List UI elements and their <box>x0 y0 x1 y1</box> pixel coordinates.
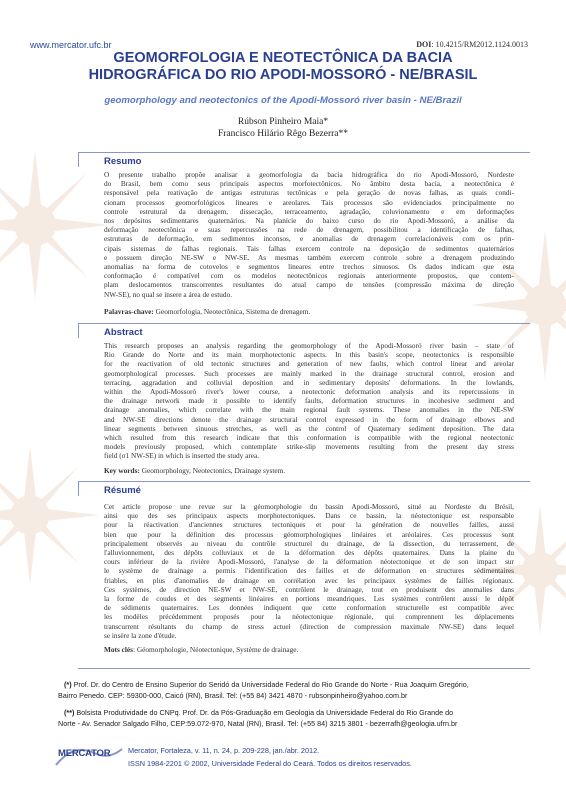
author-1: Rúbson Pinheiro Maia* <box>237 117 329 127</box>
section-corner <box>78 152 79 167</box>
article-subtitle: geomorphology and neotectonics of the Apodi-Mossoró river basin - NE/Brazil <box>104 95 462 106</box>
section-corner <box>78 323 79 338</box>
paragraph-line: This research proposes an analysis regarding the geomorphology of the Apodi-Mossoró river basin – state of <box>104 341 514 350</box>
paragraph-line: le système de drainage a permis l'identification des failles et de déformation en structures sédimentaires <box>104 566 514 576</box>
paragraph-line: pour la réactivation d'anciennes structures tectoniques et pour la génération de nouvelles failles, aussi <box>104 520 514 530</box>
paragraph-line: NW-SE), no qual se insere a área de estudo. <box>104 289 233 299</box>
paragraph-line: l'alluvionnement, des dépôts colluviaux et de la déformation des dépôts quaternaires. Dans la plaine du <box>104 548 514 558</box>
paragraph-line: friables, en plus d'anomalies de drainage en corrélation avec les principaux systèmes de failles régionaux. <box>104 575 514 585</box>
paragraph-line: Rio Grande do Norte and its main morphotectonic aspects. In this basin's scope, neotectonics is responsible <box>104 350 514 360</box>
paragraph-line: for the reactivation of old tectonic structures and generation of new faults, which control linear and areolar <box>104 359 514 369</box>
title-line-1: GEOMORFOLOGIA E NEOTECTÔNICA DA BACIA <box>113 50 453 66</box>
paragraph-line: deformação neotectônica e suas repercussões na rede de drenagem, possibilitou a identificação de falhas, <box>104 225 514 235</box>
paragraph-line: transcurrent résultants du champ de stress actuel (direction de compression maximale NW-SE) dans lequel <box>104 621 514 631</box>
keywords-label: Palavras-chave: <box>104 307 154 316</box>
paragraph-line: field (σ1 NW-SE) in which is inserted the study area. <box>104 451 260 461</box>
paragraph-line: cipais sistemas de falhas regionais. Tais falhas exercem controle na deposição de sedimentos quaternários <box>104 243 514 253</box>
section-corner <box>78 481 79 496</box>
paragraph-line: geomorphological processes. Such processes are mainly marked in the drainage structural control, erosion and <box>104 368 514 378</box>
paragraph-line: plam deslocamentos transcorrentes resultantes do atual campo de tensões (compressão máxima de direção <box>104 280 514 290</box>
abstract-body <box>104 341 514 461</box>
paragraph-line: la forme de coudes et des segments linéaires en portions meandriques. Les systèmes contrôlent aussi le dépôt <box>104 594 514 604</box>
paragraph-line: anomalias na forma de cotovelos e segmentos lineares entre trechos sinuosos. Os dados indicam que esta <box>104 262 514 272</box>
paragraph-line: the drainage network made it possible to identify faults, deformation structures in incohesive sediment and <box>104 396 514 406</box>
doi-label <box>416 40 528 49</box>
article-title <box>40 50 526 84</box>
paragraph-line: ainsi que des ses principaux aspects morphotectoniques. Dans ce bassin, la néotectonique est responsable <box>104 511 514 521</box>
footnote-marker: (*) <box>64 680 72 689</box>
keywords-text: : Géomorphologie, Néotectonique, Système de drainage. <box>132 645 299 654</box>
section-rule <box>78 481 530 482</box>
paragraph-line: terracing, aggradation and colluvial deposition and in sedimentary deposits' deformations. In the lowlands, <box>104 377 514 387</box>
paragraph-line: models previously proposed, which contemplate strike-slip movements resulting from the present day stress <box>104 442 514 452</box>
section-rule <box>78 323 530 324</box>
footnote-text: Prof. Dr. do Centro de Ensino Superior do Seridó da Universidade Federal do Rio Grande do Norte - Rua Joaquim Gregório, <box>71 680 469 689</box>
paragraph-line: estruturas de deformação, em sedimentos inconsos, e anomalias de drenagem correlacionáveis com os prin- <box>104 234 514 244</box>
compass-rose-icon <box>0 445 100 585</box>
paragraph-line: e possuem direção NE-SW e NW-SE. As mesmas também exercem controle sobre a drenagem produzindo <box>104 252 514 262</box>
footnote-line: Bairro Penedo. CEP: 59300-000, Caicó (RN), Brasil. Tel: (+55 84) 3421 4870 - rubsonpinheiro@yahoo.com.br <box>58 690 408 700</box>
issn-line: ISSN 1984-2201 © 2002, Universidade Federal do Ceará. Todos os direitos reservados. <box>128 759 412 768</box>
paragraph-line: within the Apodi-Mossoró river's lower course, a neotectonic deformation analysis and its repercussions in <box>104 387 514 397</box>
abstract-heading: Abstract <box>104 327 143 338</box>
keywords-text: Geomorfologia, Neotectônica, Sistema de drenagem. <box>153 307 311 316</box>
section-rule <box>78 152 530 153</box>
doi-value: : 10.4215/RM2012.1124.0013 <box>431 40 528 49</box>
paragraph-line: nos depósitos sedimentares quaternários. Na planície do baixo curso do rio Apodi-Mossoró, a análise da <box>104 216 514 226</box>
paragraph-line: les modèles précédemment proposés pour la néotectonique régionale, qui comprennent les déplacements <box>104 612 514 622</box>
paragraph-line: Cet article propose une revue sur la géomorphologie du bassin Apodi-Mossoró, situé au Nordeste du Brésil, <box>104 502 514 511</box>
resumo-keywords <box>104 307 514 316</box>
paragraph-line: cours inférieur de la rivière Apodi-Mossoró, l'analyse de la déformation néotectonique et de son impact sur <box>104 557 514 567</box>
title-line-2: HIDROGRÁFICA DO RIO APODI-MOSSORÓ - NE/BRASIL <box>88 67 478 83</box>
footnote-author-2 <box>58 708 526 729</box>
keywords-text: Geomorphology, Neotectonics, Drainage system. <box>139 466 286 475</box>
resumo-body <box>104 170 514 299</box>
author-list <box>40 116 526 140</box>
paragraph-line: cionam processos geomorfológicos lineares e areolares. Tais processos são evidenciados principalmente no <box>104 197 514 207</box>
author-2: Francisco Hilário Rêgo Bezerra** <box>217 129 349 139</box>
paragraph-line: principalement observés au niveau du contrôle structurel du drainage, de la dissection, du terrassement, de <box>104 538 514 548</box>
resume-heading: Résumé <box>104 485 141 496</box>
journal-url-link[interactable]: www.mercator.ufc.br <box>30 40 112 50</box>
footnote-line <box>58 680 526 691</box>
resume-body <box>104 502 514 640</box>
resumo-heading: Resumo <box>104 156 142 167</box>
paragraph-line: and NW-SE directions denote the drainage structural control expressed in the form of drainage elbows and <box>104 414 514 424</box>
paragraph-line: O presente trabalho propõe analisar a geomorfologia da bacia hidrográfica do rio Apodi-Mossoró, Nordeste <box>104 170 514 179</box>
section-rule <box>78 668 530 669</box>
citation-line: Mercator, Fortaleza, v. 11, n. 24, p. 209-228, jan./abr. 2012. <box>128 746 320 755</box>
footnote-line <box>58 708 526 719</box>
paragraph-line: linear segments between sinuous stretches, as well as the control of Quaternary sediment deposition. The data <box>104 423 514 433</box>
abstract-keywords <box>104 466 514 475</box>
paragraph-line: do Brasil, bem como seus principais aspectos morfotectônicos. No âmbito desta bacia, a neotectônica é <box>104 179 514 189</box>
doi-prefix: DOI <box>416 40 432 49</box>
paragraph-line: de sédiments quaternaires. Les données indiquent que cette conformation structurelle est compatible avec <box>104 603 514 613</box>
paragraph-line: bien que pour la définition des processus géomorphologiques linéaires et aréolaires. Ces processus sont <box>104 529 514 539</box>
paragraph-line: Ces systèmes, de direction NE-SW et NW-SE, contrôlent le drainage, tout en produisent des anomalies dans <box>104 584 514 594</box>
compass-rose-icon <box>0 150 110 300</box>
paragraph-line: which resulted from this research indicate that this conformation is compatible with the regional neotectonic <box>104 433 514 443</box>
paragraph-line: controle estrutural da drenagem, dissecação, terraceamento, agradação, coluvionamento e em deformações <box>104 206 514 216</box>
keywords-label: Key words: <box>104 466 140 475</box>
footnote-text: Bolsista Produtividade do CNPq. Prof. Dr. da Pós-Graduação em Geologia da Universidade Federal do Rio Grande do <box>74 708 454 717</box>
paragraph-line: se insère la zone d'étude. <box>104 630 177 640</box>
journal-citation <box>128 744 412 770</box>
mercator-logo-text: MERCATOR <box>58 748 111 759</box>
footnote-line: Norte - Av. Senador Salgado Filho, CEP:59.072-970, Natal (RN), Brasil. Tel: (+55 84) 3215 3801 - bezerrafh@geologia.ufrn.br <box>58 718 458 728</box>
paragraph-line: responsável pela reativação de antigas estruturas tectônicas e pela geração de novas falhas, as quais condi- <box>104 188 514 198</box>
footnote-marker: (**) <box>64 708 75 717</box>
paragraph-line: conformação é compatível com os modelos neotectônicos regionais anteriormente propostos, que contem- <box>104 271 514 281</box>
keywords-label: Mots clés <box>104 645 133 654</box>
footnote-author-1 <box>58 680 526 701</box>
paragraph-line: drainage anomalies, which correlate with the main regional fault systems. These anomalies in the NE-SW <box>104 405 514 415</box>
resume-keywords <box>104 645 514 654</box>
